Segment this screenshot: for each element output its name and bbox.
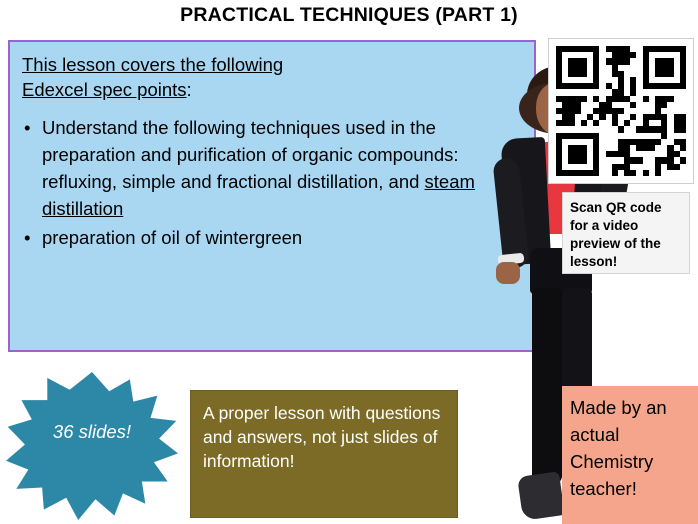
starburst-label: 36 slides!: [52, 421, 132, 442]
slide-count-starburst: [6, 372, 178, 520]
spec-bullet-list: [22, 114, 522, 251]
bullet-text-underlined: steam distillation: [42, 171, 475, 219]
spec-intro-line2: Edexcel spec points: [22, 79, 187, 100]
author-note: Made by an actual Chemistry teacher!: [562, 386, 698, 524]
leg-left-shape: [532, 288, 562, 484]
bullet-text-main: Understand the following techniques used in the preparation and purification of organic compounds: refluxing, simple and fractional distillation, and: [42, 117, 459, 192]
qr-callout-text: Scan QR code for a video preview of the lesson!: [562, 192, 690, 274]
shoe-left-shape: [517, 471, 565, 520]
spec-intro-line1: This lesson covers the following: [22, 54, 284, 75]
page-title: PRACTICAL TECHNIQUES (PART 1): [180, 4, 518, 26]
lesson-quality-note: A proper lesson with questions and answers, not just slides of information!: [190, 390, 458, 518]
spec-intro-colon: :: [186, 79, 192, 100]
qr-code-grid: [556, 46, 686, 176]
spec-points-box: [8, 40, 536, 352]
bullet-text-main: preparation of oil of wintergreen: [42, 227, 303, 248]
list-item: [22, 114, 522, 222]
list-item: [22, 224, 522, 251]
qr-code-icon[interactable]: [548, 38, 694, 184]
spec-intro: [22, 52, 522, 102]
starburst-shape: [6, 372, 178, 520]
hand-shape: [496, 262, 520, 284]
